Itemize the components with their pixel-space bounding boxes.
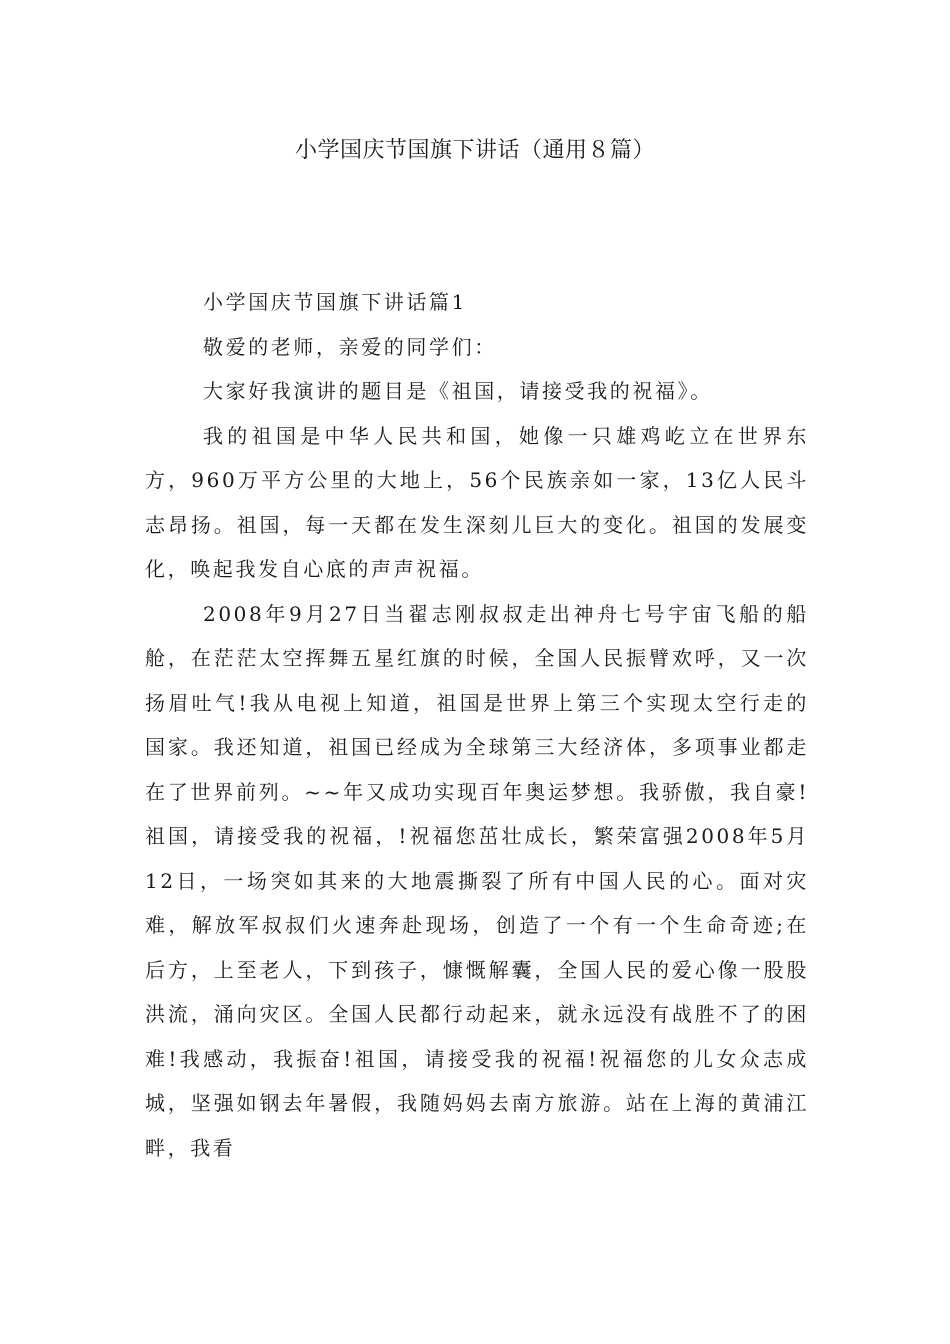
section-heading: 小学国庆节国旗下讲话篇1 [203, 290, 467, 314]
paragraph: 2008年9月27日当翟志刚叔叔走出神舟七号宇宙飞船的船舱，在茫茫太空挥舞五星红旗的时候，全国人民振臂欢呼，又一次扬眉吐气!我从电视上知道，祖国是世界上第三个实现太空行走的国家。我还知道，祖国已经成为全球第三大经济体，多项事业都走在了世界前列。~~年又成功实现百年奥运梦想。我骄傲，我自豪!祖国，请接受我的祝福，!祝福您茁壮成长，繁荣富强2008年5月12日，一场突如其来的大地震撕裂了所有中国人民的心。面对灾难，解放军叔叔们火速奔赴现场，创造了一个有一个生命奇迹;在后方，上至老人，下到孩子，慷慨解囊，全国人民的爱心像一股股洪流，涌向灾区。全国人民都行动起来，就永远没有战胜不了的困难!我感动，我振奋!祖国，请接受我的祝福!祝福您的儿女众志成城，坚强如钢去年暑假，我随妈妈去南方旅游。站在上海的黄浦江畔，我看 [145, 601, 809, 1160]
paragraph: 我的祖国是中华人民共和国，她像一只雄鸡屹立在世界东方，960万平方公里的大地上，56个民族亲如一家，13亿人民斗志昂扬。祖国，每一天都在发生深刻儿巨大的变化。祖国的发展变化，唤起我发自心底的声声祝福。 [145, 423, 809, 581]
paragraph: 大家好我演讲的题目是《祖国，请接受我的祝福》。 [203, 379, 713, 403]
document-title: 小学国庆节国旗下讲话（通用８篇） [294, 138, 655, 163]
document-body [145, 280, 809, 1170]
salutation: 敬爱的老师，亲爱的同学们： [203, 334, 497, 359]
